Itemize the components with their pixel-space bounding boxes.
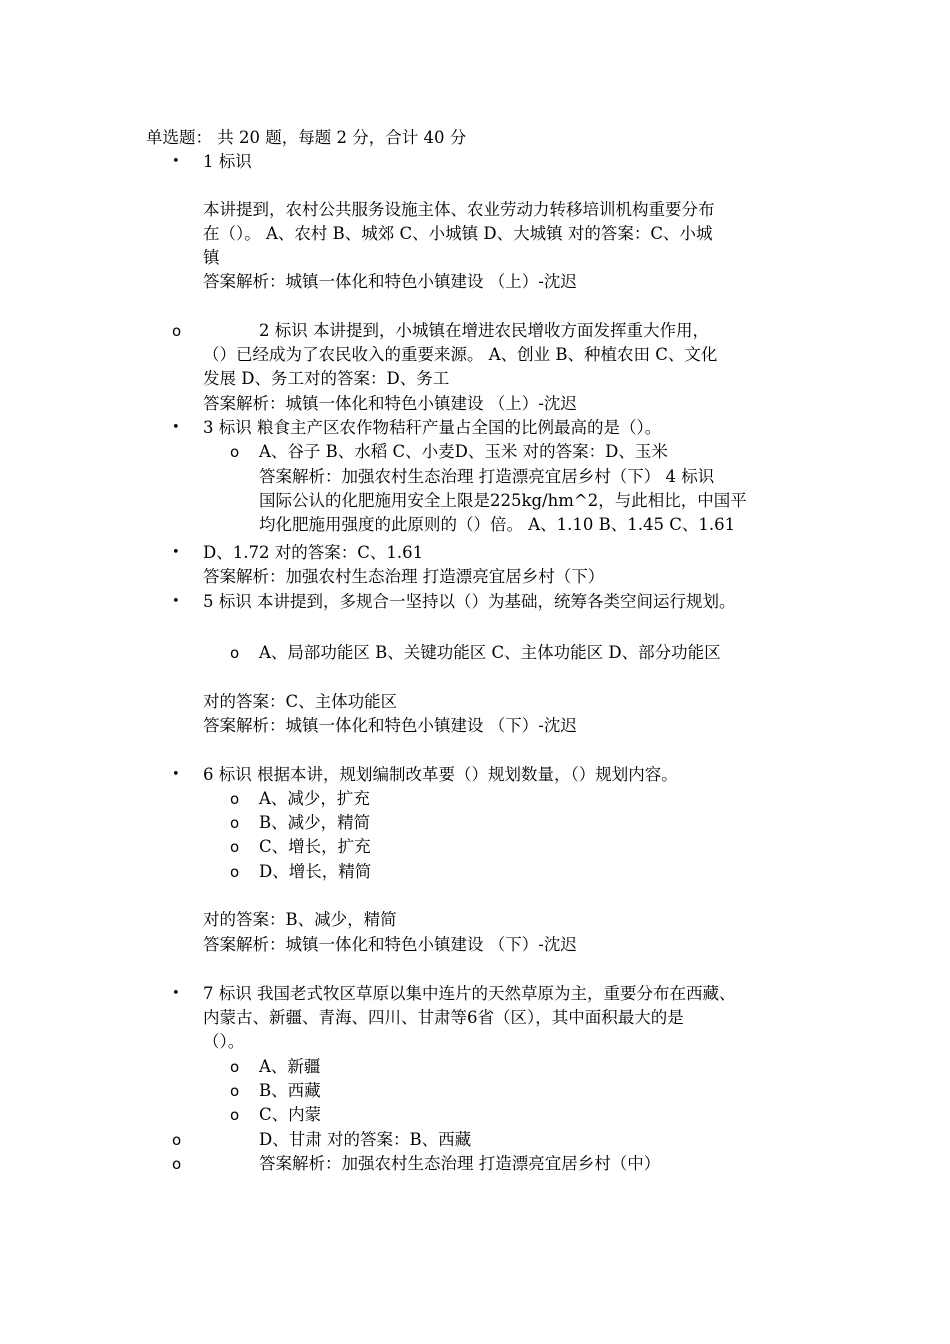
q6-title: 6 标识 根据本讲，规划编制改革要（）规划数量，（）规划内容。 [203, 765, 678, 784]
disc-bullet: • [172, 154, 180, 169]
circle-bullet: o [172, 1131, 182, 1149]
circle-bullet: o [230, 1058, 240, 1076]
q3-analysis-line: 答案解析：加强农村生态治理 打造漂亮宜居乡村（下） 4 标识 [259, 467, 715, 486]
q6-analysis: 答案解析：城镇一体化和特色小镇建设 （下）-沈迟 [203, 935, 577, 954]
q4-text-line: 均化肥施用强度的此原则的（）倍。 A、1.10 B、1.45 C、1.61 [259, 515, 736, 534]
disc-bullet: • [172, 545, 180, 560]
circle-bullet: o [230, 863, 240, 881]
q6-answer: 对的答案：B、减少，精简 [203, 910, 397, 929]
circle-bullet: o [172, 322, 182, 340]
q1-text-line: 在（）。 A、农村 B、城郊 C、小城镇 D、大城镇 对的答案：C、小城 [203, 224, 713, 243]
q6-option: A、减少，扩充 [259, 789, 370, 808]
q5-options: A、局部功能区 B、关键功能区 C、主体功能区 D、部分功能区 [259, 643, 721, 662]
q6-option: C、增长，扩充 [259, 837, 371, 856]
circle-bullet: o [230, 1106, 240, 1124]
disc-bullet: • [172, 594, 180, 609]
q3-title: 3 标识 粮食主产区农作物秸秆产量占全国的比例最高的是（）。 [203, 418, 662, 437]
q7-title-line: （）。 [203, 1032, 245, 1051]
q7-analysis: 答案解析：加强农村生态治理 打造漂亮宜居乡村（中） [259, 1154, 661, 1173]
circle-bullet: o [230, 644, 240, 662]
circle-bullet: o [230, 814, 240, 832]
q7-option: C、内蒙 [259, 1105, 322, 1124]
circle-bullet: o [230, 443, 240, 461]
q5-title: 5 标识 本讲提到，多规合一坚持以（）为基础，统筹各类空间运行规划。 [203, 592, 736, 611]
q2-text-line: 发展 D、务工对的答案：D、务工 [203, 369, 450, 388]
q2-text-line: （）已经成为了农民收入的重要来源。 A、创业 B、种植农田 C、文化 [203, 345, 718, 364]
q7-option: D、甘肃 对的答案：B、西藏 [259, 1130, 472, 1149]
q5-analysis: 答案解析：城镇一体化和特色小镇建设 （下）-沈迟 [203, 716, 577, 735]
disc-bullet: • [172, 986, 180, 1001]
q1-text-line: 本讲提到，农村公共服务设施主体、农业劳动力转移培训机构重要分布 [203, 200, 715, 219]
q7-option: A、新疆 [259, 1057, 321, 1076]
q1-analysis: 答案解析：城镇一体化和特色小镇建设 （上）-沈迟 [203, 272, 577, 291]
q7-title-line: 7 标识 我国老式牧区草原以集中连片的天然草原为主，重要分布在西藏、 [203, 984, 736, 1003]
q7-title-line: 内蒙古、新疆、青海、四川、甘肃等6省（区），其中面积最大的是 [203, 1008, 684, 1027]
q3-options: A、谷子 B、水稻 C、小麦D、玉米 对的答案：D、玉米 [259, 442, 668, 461]
q4-analysis: 答案解析：加强农村生态治理 打造漂亮宜居乡村（下） [203, 567, 605, 586]
circle-bullet: o [230, 790, 240, 808]
q5-answer: 对的答案：C、主体功能区 [203, 692, 398, 711]
q7-option: B、西藏 [259, 1081, 321, 1100]
q4-answer: D、1.72 对的答案：C、1.61 [203, 543, 424, 562]
q1-title: 1 标识 [203, 152, 252, 171]
circle-bullet: o [230, 838, 240, 856]
q2-analysis: 答案解析：城镇一体化和特色小镇建设 （上）-沈迟 [203, 394, 577, 413]
disc-bullet: • [172, 420, 180, 435]
q6-option: D、增长，精简 [259, 862, 372, 881]
q1-text-line: 镇 [203, 248, 220, 267]
q2-text-line: 2 标识 本讲提到，小城镇在增进农民增收方面发挥重大作用， [259, 321, 709, 340]
disc-bullet: • [172, 767, 180, 782]
q4-text-line: 国际公认的化肥施用安全上限是225kg/hm^2，与此相比，中国平 [259, 491, 747, 510]
section-header: 单选题： 共 20 题，每题 2 分，合计 40 分 [146, 128, 467, 147]
circle-bullet: o [172, 1155, 182, 1173]
q6-option: B、减少，精简 [259, 813, 371, 832]
circle-bullet: o [230, 1082, 240, 1100]
